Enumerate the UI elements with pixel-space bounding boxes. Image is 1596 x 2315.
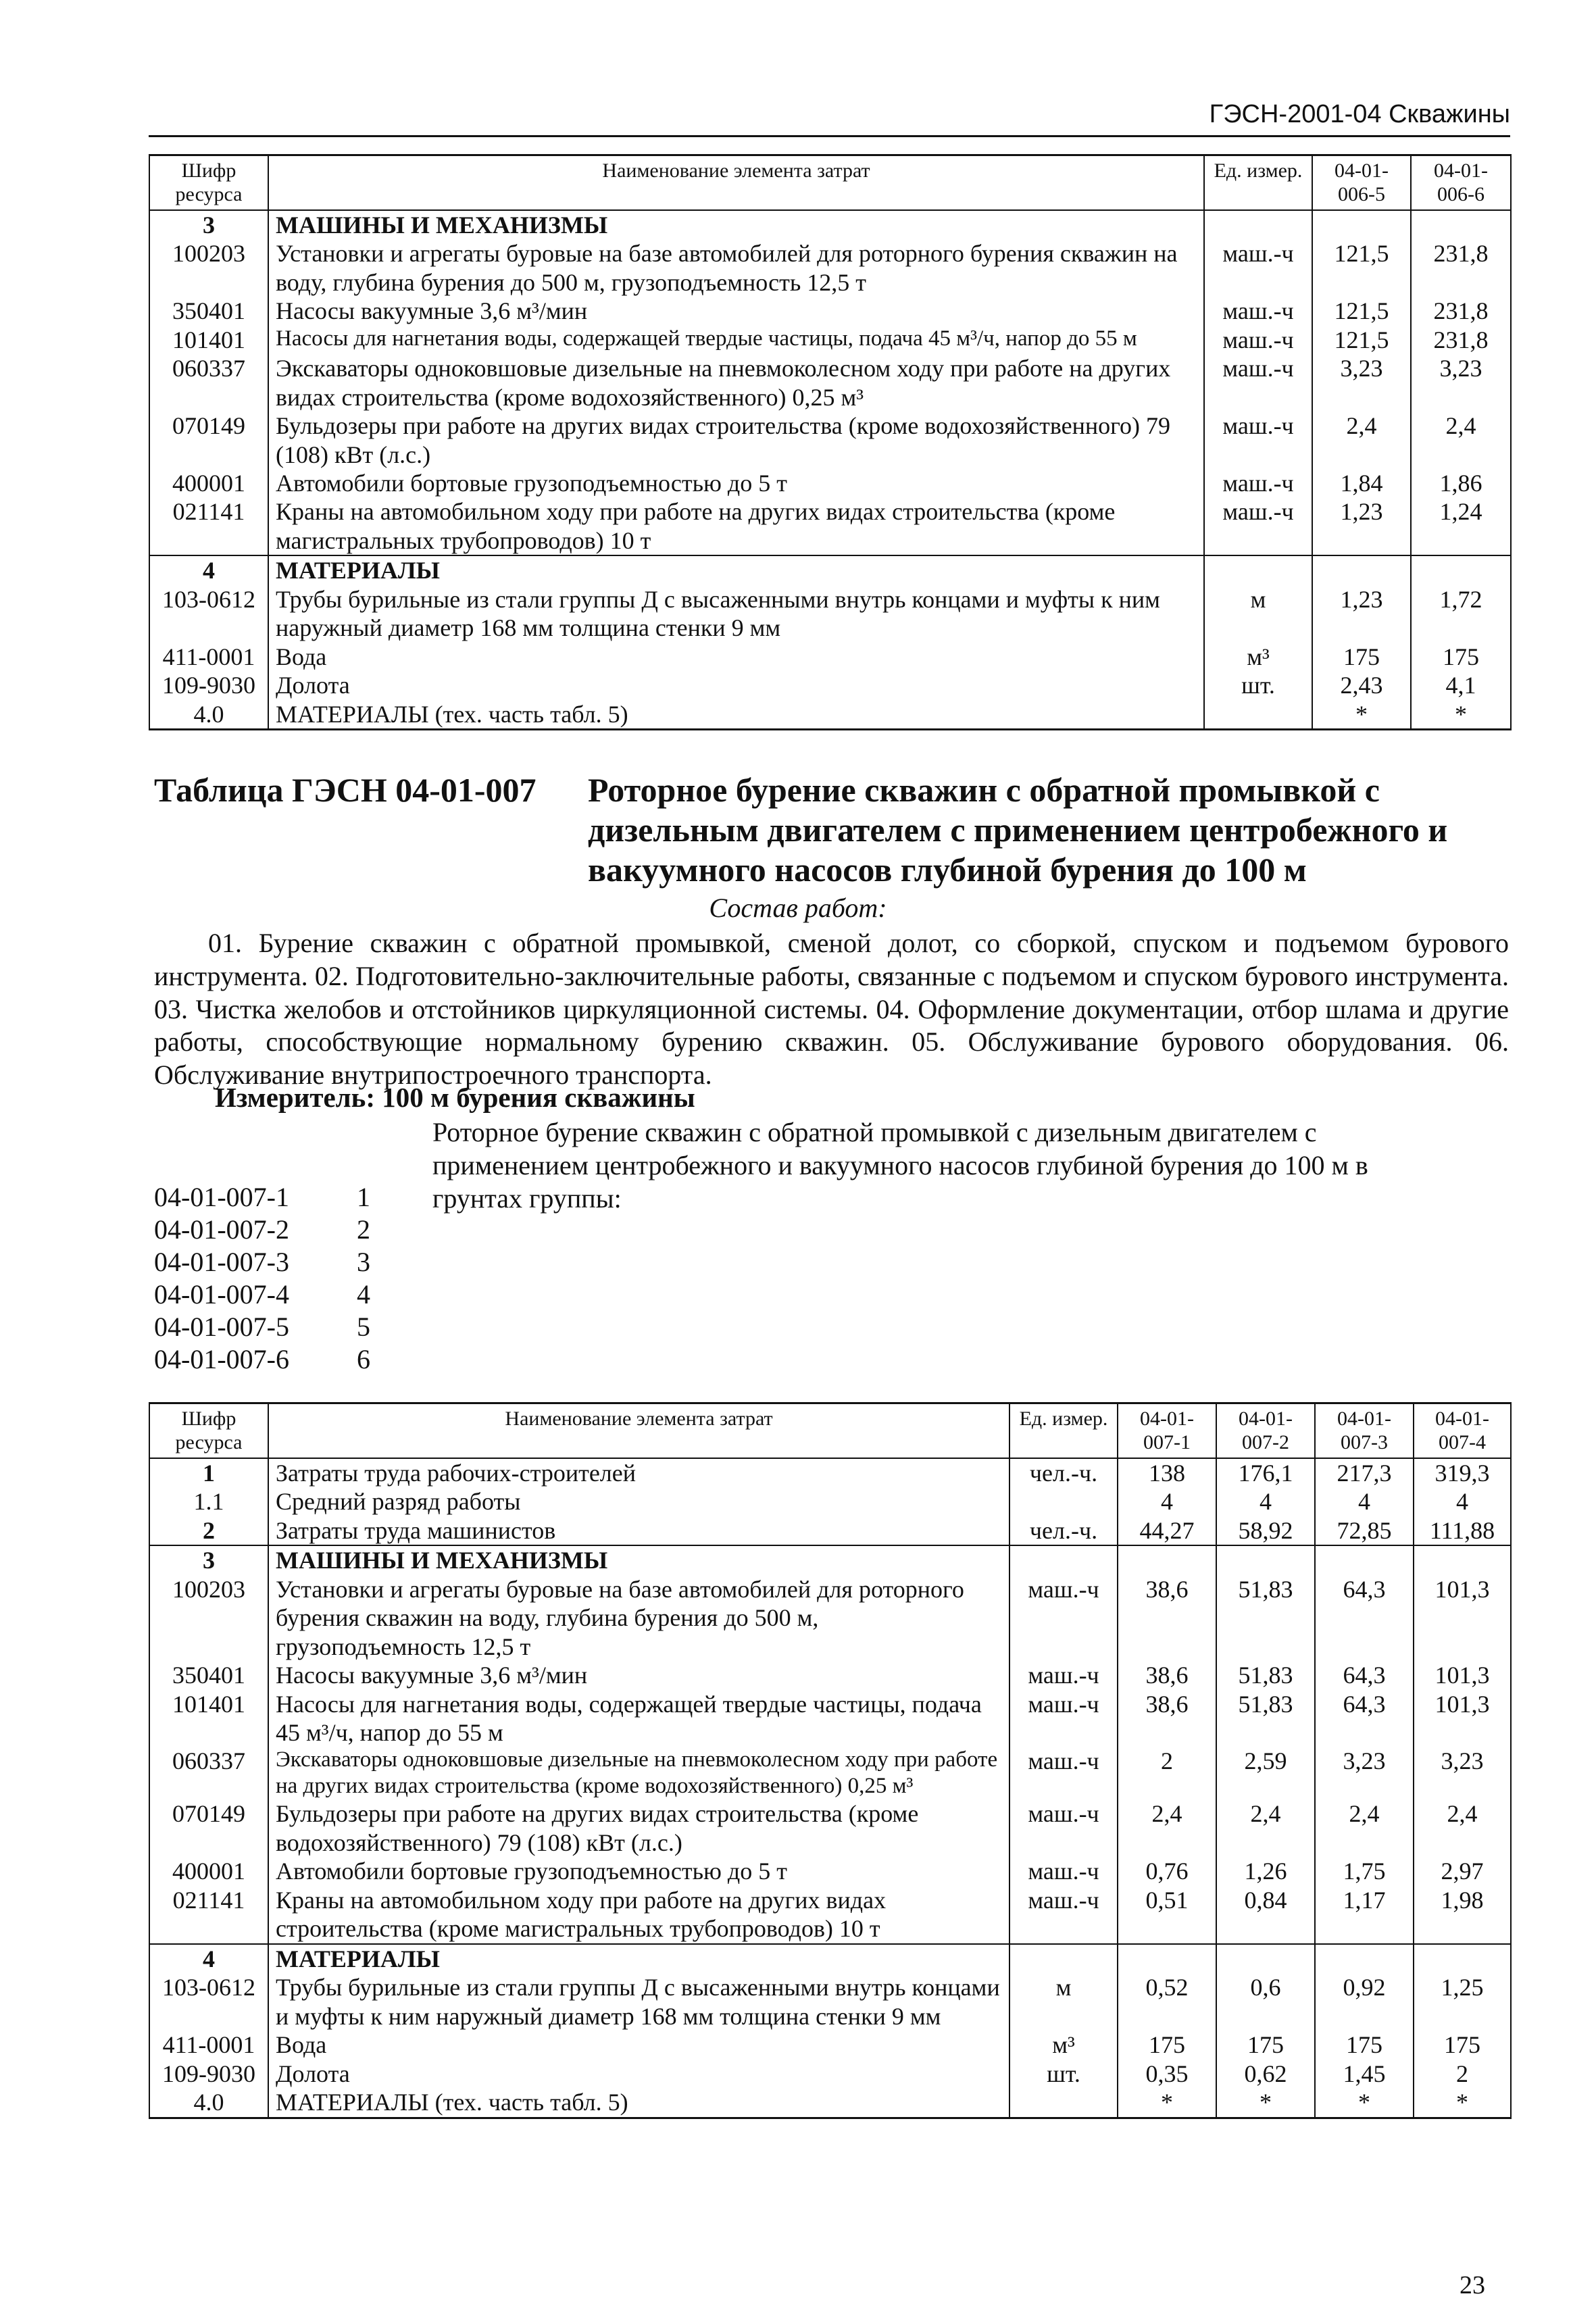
norm-value: 2,97 bbox=[1414, 1857, 1511, 1885]
norm-code: 04-01-007-3 bbox=[154, 1247, 289, 1277]
resource-code: 3 bbox=[149, 1545, 268, 1574]
norm-value: 1,23 bbox=[1312, 585, 1411, 643]
resource-code: 109-9030 bbox=[149, 2060, 268, 2088]
norm-value: 175 bbox=[1414, 2031, 1511, 2059]
norm-value: * bbox=[1118, 2088, 1216, 2118]
norm-value: 0,51 bbox=[1118, 1886, 1216, 1944]
resource-code: 021141 bbox=[149, 497, 268, 555]
resource-unit: маш.-ч bbox=[1009, 1886, 1118, 1944]
norm-value: 4 bbox=[1216, 1487, 1315, 1516]
norm-value: 0,52 bbox=[1118, 1973, 1216, 2031]
table-row bbox=[149, 1516, 1511, 1545]
table-row bbox=[149, 555, 1511, 584]
norm-value bbox=[1411, 555, 1511, 584]
resource-unit: м³ bbox=[1204, 643, 1312, 671]
table-row bbox=[149, 326, 1511, 354]
table-row bbox=[149, 585, 1511, 643]
norm-value: 1,17 bbox=[1315, 1886, 1414, 1944]
resource-name: Краны на автомобильном ходу при работе на других видах строительства (кроме магистральных трубопроводов) 10 т bbox=[268, 497, 1204, 555]
resource-code: 4 bbox=[149, 555, 268, 584]
norm-code: 04-01-007-6 bbox=[154, 1344, 289, 1374]
norm-value: 38,6 bbox=[1118, 1690, 1216, 1747]
soil-group: 5 bbox=[357, 1312, 370, 1342]
list-item bbox=[154, 1181, 370, 1214]
norm-value: 1,98 bbox=[1414, 1886, 1511, 1944]
resource-unit bbox=[1009, 2088, 1118, 2118]
norm-value: 2,4 bbox=[1315, 1799, 1414, 1857]
col-header-norm-2: 04-01-006-6 bbox=[1411, 155, 1511, 210]
col-header-unit: Ед. измер. bbox=[1204, 155, 1312, 210]
norm-value bbox=[1216, 1545, 1315, 1574]
resource-name: МАШИНЫ И МЕХАНИЗМЫ bbox=[268, 1545, 1009, 1574]
norm-value: 2 bbox=[1414, 2060, 1511, 2088]
range-intro: Роторное бурение скважин с обратной промывкой с дизельным двигателем с применением центробежного и вакуумного насосов глубиной бурения до 100 м в грунтах группы: bbox=[432, 1117, 1368, 1214]
col-header-norm-2: 04-01-007-2 bbox=[1216, 1403, 1315, 1458]
norm-value: 217,3 bbox=[1315, 1458, 1414, 1487]
table-row bbox=[149, 1545, 1511, 1574]
norm-value: 121,5 bbox=[1312, 297, 1411, 325]
norm-value: 1,25 bbox=[1414, 1973, 1511, 2031]
norm-value: 1,84 bbox=[1312, 469, 1411, 497]
resource-name: Трубы бурильные из стали группы Д с высаженными внутрь концами и муфты к ним наружный диаметр 168 мм толщина стенки 9 мм bbox=[268, 1973, 1009, 2031]
table-row bbox=[149, 1747, 1511, 1799]
norm-value: 319,3 bbox=[1414, 1458, 1511, 1487]
table-header-row bbox=[149, 1403, 1511, 1458]
resource-name: Установки и агрегаты буровые на базе автомобилей для роторного бурения скважин на воду, глубина бурения до 500 м, грузоподъемность 12,5 т bbox=[268, 239, 1204, 297]
resource-unit: маш.-ч bbox=[1204, 326, 1312, 354]
resource-table-007 bbox=[149, 1402, 1512, 2119]
resource-name: Автомобили бортовые грузоподъемностью до 5 т bbox=[268, 1857, 1009, 1885]
norm-value bbox=[1312, 210, 1411, 239]
resource-name: Средний разряд работы bbox=[268, 1487, 1009, 1516]
resource-code: 060337 bbox=[149, 1747, 268, 1799]
norm-value: 3,23 bbox=[1411, 354, 1511, 412]
resource-table-006 bbox=[149, 154, 1512, 730]
norm-code-list bbox=[154, 1181, 370, 1376]
table-row bbox=[149, 671, 1511, 699]
table-row bbox=[149, 1857, 1511, 1885]
norm-value: 1,24 bbox=[1411, 497, 1511, 555]
composition-heading: Состав работ: bbox=[709, 893, 887, 923]
norm-value bbox=[1411, 210, 1511, 239]
resource-name: Насосы вакуумные 3,6 м³/мин bbox=[268, 297, 1204, 325]
norm-value: 1,75 bbox=[1315, 1857, 1414, 1885]
resource-unit: маш.-ч bbox=[1204, 239, 1312, 297]
table-row bbox=[149, 2031, 1511, 2059]
norm-value: 64,3 bbox=[1315, 1661, 1414, 1689]
norm-value: 1,72 bbox=[1411, 585, 1511, 643]
col-header-code: Шифр ресурса bbox=[149, 1403, 268, 1458]
resource-unit: маш.-ч bbox=[1009, 1575, 1118, 1661]
resource-unit bbox=[1009, 1545, 1118, 1574]
resource-name: Долота bbox=[268, 671, 1204, 699]
table-row bbox=[149, 2088, 1511, 2118]
norm-code: 04-01-007-4 bbox=[154, 1279, 289, 1310]
norm-value: 2 bbox=[1118, 1747, 1216, 1799]
col-header-norm-3: 04-01-007-3 bbox=[1315, 1403, 1414, 1458]
resource-name: Бульдозеры при работе на других видах строительства (кроме водохозяйственного) 79 (108) кВт (л.с.) bbox=[268, 1799, 1009, 1857]
table-row bbox=[149, 1886, 1511, 1944]
table-row bbox=[149, 1799, 1511, 1857]
norm-value: 101,3 bbox=[1414, 1690, 1511, 1747]
col-header-norm-1: 04-01-006-5 bbox=[1312, 155, 1411, 210]
norm-value: 2,4 bbox=[1414, 1799, 1511, 1857]
page-number: 23 bbox=[1460, 2271, 1485, 2299]
norm-value: 2,59 bbox=[1216, 1747, 1315, 1799]
soil-group: 4 bbox=[357, 1279, 370, 1310]
table-row bbox=[149, 297, 1511, 325]
table-row bbox=[149, 412, 1511, 469]
norm-value: 111,88 bbox=[1414, 1516, 1511, 1545]
table-row bbox=[149, 1690, 1511, 1747]
norm-value: 0,76 bbox=[1118, 1857, 1216, 1885]
norm-value bbox=[1312, 555, 1411, 584]
resource-name: МАТЕРИАЛЫ (тех. часть табл. 5) bbox=[268, 2088, 1009, 2118]
norm-value: 1,86 bbox=[1411, 469, 1511, 497]
resource-code: 101401 bbox=[149, 1690, 268, 1747]
norm-code: 04-01-007-5 bbox=[154, 1312, 289, 1342]
norm-value: 176,1 bbox=[1216, 1458, 1315, 1487]
norm-value: 38,6 bbox=[1118, 1575, 1216, 1661]
norm-value: 4 bbox=[1315, 1487, 1414, 1516]
norm-value: 51,83 bbox=[1216, 1690, 1315, 1747]
norm-value: 101,3 bbox=[1414, 1661, 1511, 1689]
composition-text: 01. Бурение скважин с обратной промывкой, сменой долот, со сборкой, спуском и подъемом бурового инструмента. 02. Подготовительно-заключительные работы, связанные с подъемом и спуском бурового инструмента. 03. Чистка желобов и отстойников циркуляционной системы. 04. Оформление документации, отбор шлама и другие работы, способствующие нормальному бурению скважин. 05. Обслуживание бурового оборудования. 06. Обслуживание внутрипостроечного транспорта. bbox=[154, 928, 1509, 1091]
norm-value: 2,4 bbox=[1216, 1799, 1315, 1857]
norm-value: 175 bbox=[1312, 643, 1411, 671]
norm-value: 121,5 bbox=[1312, 326, 1411, 354]
resource-unit: маш.-ч bbox=[1204, 497, 1312, 555]
list-item bbox=[154, 1214, 370, 1246]
norm-value: 38,6 bbox=[1118, 1661, 1216, 1689]
table-row bbox=[149, 1944, 1511, 1973]
resource-code: 100203 bbox=[149, 239, 268, 297]
norm-value: 3,23 bbox=[1414, 1747, 1511, 1799]
norm-value: 121,5 bbox=[1312, 239, 1411, 297]
resource-unit: м bbox=[1204, 585, 1312, 643]
norm-value: * bbox=[1414, 2088, 1511, 2118]
norm-value: 175 bbox=[1411, 643, 1511, 671]
resource-code: 070149 bbox=[149, 1799, 268, 1857]
norm-value: * bbox=[1411, 700, 1511, 730]
norm-value: 0,62 bbox=[1216, 2060, 1315, 2088]
resource-code: 070149 bbox=[149, 412, 268, 469]
resource-code: 103-0612 bbox=[149, 585, 268, 643]
norm-value bbox=[1315, 1545, 1414, 1574]
table-row bbox=[149, 643, 1511, 671]
meter-label: Измеритель: 100 м бурения скважины bbox=[215, 1082, 695, 1113]
resource-name: Бульдозеры при работе на других видах строительства (кроме водохозяйственного) 79 (108) кВт (л.с.) bbox=[268, 412, 1204, 469]
table-row bbox=[149, 239, 1511, 297]
norm-value: 0,35 bbox=[1118, 2060, 1216, 2088]
resource-code: 400001 bbox=[149, 469, 268, 497]
col-header-code: Шифр ресурса bbox=[149, 155, 268, 210]
soil-group: 2 bbox=[357, 1214, 370, 1245]
resource-code: 109-9030 bbox=[149, 671, 268, 699]
norm-value: 2,4 bbox=[1411, 412, 1511, 469]
table-row bbox=[149, 1575, 1511, 1661]
resource-name: Долота bbox=[268, 2060, 1009, 2088]
norm-value: 175 bbox=[1118, 2031, 1216, 2059]
norm-value: 101,3 bbox=[1414, 1575, 1511, 1661]
norm-value: 1,45 bbox=[1315, 2060, 1414, 2088]
resource-unit bbox=[1204, 555, 1312, 584]
resource-name: Вода bbox=[268, 643, 1204, 671]
resource-name: Вода bbox=[268, 2031, 1009, 2059]
resource-unit: маш.-ч bbox=[1009, 1661, 1118, 1689]
resource-name: МАТЕРИАЛЫ bbox=[268, 1944, 1009, 1973]
resource-code: 103-0612 bbox=[149, 1973, 268, 2031]
norm-value: 64,3 bbox=[1315, 1690, 1414, 1747]
resource-code: 1 bbox=[149, 1458, 268, 1487]
table-row bbox=[149, 1487, 1511, 1516]
norm-value: 2,4 bbox=[1312, 412, 1411, 469]
resource-unit: чел.-ч. bbox=[1009, 1458, 1118, 1487]
resource-code: 2 bbox=[149, 1516, 268, 1545]
table-row bbox=[149, 210, 1511, 239]
norm-value: 0,84 bbox=[1216, 1886, 1315, 1944]
resource-code: 060337 bbox=[149, 354, 268, 412]
table-title: Роторное бурение скважин с обратной промывкой с дизельным двигателем с применением центробежного и вакуумного насосов глубиной бурения до 100 м bbox=[588, 771, 1448, 889]
table-row bbox=[149, 1458, 1511, 1487]
table-row bbox=[149, 1973, 1511, 2031]
norm-value: 231,8 bbox=[1411, 326, 1511, 354]
resource-code: 411-0001 bbox=[149, 2031, 268, 2059]
resource-unit: м³ bbox=[1009, 2031, 1118, 2059]
soil-group: 3 bbox=[357, 1247, 370, 1277]
norm-value: 138 bbox=[1118, 1458, 1216, 1487]
resource-unit: маш.-ч bbox=[1204, 469, 1312, 497]
table-header-row bbox=[149, 155, 1511, 210]
resource-name: МАТЕРИАЛЫ (тех. часть табл. 5) bbox=[268, 700, 1204, 730]
resource-code: 350401 bbox=[149, 1661, 268, 1689]
resource-unit: маш.-ч bbox=[1204, 297, 1312, 325]
resource-unit: маш.-ч bbox=[1009, 1690, 1118, 1747]
norm-value bbox=[1118, 1944, 1216, 1973]
norm-value: 4,1 bbox=[1411, 671, 1511, 699]
resource-code: 411-0001 bbox=[149, 643, 268, 671]
resource-name: Экскаваторы одноковшовые дизельные на пневмоколесном ходу при работе на других видах строительства (кроме водохозяйственного) 0,25 м³ bbox=[268, 1747, 1009, 1799]
resource-unit: маш.-ч bbox=[1204, 354, 1312, 412]
list-item bbox=[154, 1278, 370, 1311]
norm-value: 0,92 bbox=[1315, 1973, 1414, 2031]
table-row bbox=[149, 469, 1511, 497]
resource-code: 400001 bbox=[149, 1857, 268, 1885]
resource-name: МАШИНЫ И МЕХАНИЗМЫ bbox=[268, 210, 1204, 239]
col-header-norm-1: 04-01-007-1 bbox=[1118, 1403, 1216, 1458]
resource-unit: маш.-ч bbox=[1009, 1857, 1118, 1885]
resource-code: 3 bbox=[149, 210, 268, 239]
table-row bbox=[149, 2060, 1511, 2088]
resource-code: 021141 bbox=[149, 1886, 268, 1944]
resource-name: Насосы для нагнетания воды, содержащей твердые частицы, подача 45 м³/ч, напор до 55 м bbox=[268, 1690, 1009, 1747]
table-row bbox=[149, 497, 1511, 555]
norm-value: 64,3 bbox=[1315, 1575, 1414, 1661]
resource-unit bbox=[1009, 1487, 1118, 1516]
norm-value: 51,83 bbox=[1216, 1661, 1315, 1689]
list-item bbox=[154, 1246, 370, 1278]
norm-value bbox=[1414, 1944, 1511, 1973]
resource-code: 100203 bbox=[149, 1575, 268, 1661]
norm-value: 3,23 bbox=[1312, 354, 1411, 412]
resource-code: 4 bbox=[149, 1944, 268, 1973]
col-header-norm-4: 04-01-007-4 bbox=[1414, 1403, 1511, 1458]
norm-value: 1,26 bbox=[1216, 1857, 1315, 1885]
resource-name: Затраты труда рабочих-строителей bbox=[268, 1458, 1009, 1487]
resource-code: 4.0 bbox=[149, 2088, 268, 2118]
resource-code: 1.1 bbox=[149, 1487, 268, 1516]
norm-value: 3,23 bbox=[1315, 1747, 1414, 1799]
norm-value: 4 bbox=[1414, 1487, 1511, 1516]
resource-name: Краны на автомобильном ходу при работе на других видах строительства (кроме магистральных трубопроводов) 10 т bbox=[268, 1886, 1009, 1944]
resource-code: 4.0 bbox=[149, 700, 268, 730]
norm-value: 2,43 bbox=[1312, 671, 1411, 699]
resource-unit bbox=[1204, 210, 1312, 239]
norm-value bbox=[1118, 1545, 1216, 1574]
norm-value: * bbox=[1216, 2088, 1315, 2118]
norm-value bbox=[1216, 1944, 1315, 1973]
resource-code: 350401 bbox=[149, 297, 268, 325]
resource-unit: м bbox=[1009, 1973, 1118, 2031]
norm-value: 72,85 bbox=[1315, 1516, 1414, 1545]
norm-code: 04-01-007-1 bbox=[154, 1182, 289, 1212]
resource-name: Автомобили бортовые грузоподъемностью до 5 т bbox=[268, 469, 1204, 497]
resource-unit bbox=[1009, 1944, 1118, 1973]
header-rule bbox=[149, 135, 1510, 137]
resource-unit: шт. bbox=[1009, 2060, 1118, 2088]
norm-value: 4 bbox=[1118, 1487, 1216, 1516]
soil-group: 1 bbox=[357, 1182, 370, 1212]
norm-code: 04-01-007-2 bbox=[154, 1214, 289, 1245]
resource-unit: маш.-ч bbox=[1009, 1747, 1118, 1799]
resource-name: Установки и агрегаты буровые на базе автомобилей для роторного бурения скважин на воду, глубина бурения до 500 м, грузоподъемность 12,5 т bbox=[268, 1575, 1009, 1661]
resource-unit: маш.-ч bbox=[1204, 412, 1312, 469]
resource-code: 101401 bbox=[149, 326, 268, 354]
col-header-unit: Ед. измер. bbox=[1009, 1403, 1118, 1458]
running-header: ГЭСН-2001-04 Скважины bbox=[1209, 100, 1510, 128]
list-item bbox=[154, 1311, 370, 1343]
norm-value: 0,6 bbox=[1216, 1973, 1315, 2031]
norm-value bbox=[1414, 1545, 1511, 1574]
col-header-name: Наименование элемента затрат bbox=[268, 1403, 1009, 1458]
norm-value: 231,8 bbox=[1411, 239, 1511, 297]
resource-unit: шт. bbox=[1204, 671, 1312, 699]
resource-name: Экскаваторы одноковшовые дизельные на пневмоколесном ходу при работе на других видах строительства (кроме водохозяйственного) 0,25 м³ bbox=[268, 354, 1204, 412]
norm-value: 58,92 bbox=[1216, 1516, 1315, 1545]
col-header-name: Наименование элемента затрат bbox=[268, 155, 1204, 210]
table-row bbox=[149, 1661, 1511, 1689]
resource-name: Насосы вакуумные 3,6 м³/мин bbox=[268, 1661, 1009, 1689]
list-item bbox=[154, 1343, 370, 1376]
norm-value: 44,27 bbox=[1118, 1516, 1216, 1545]
resource-name: Затраты труда машинистов bbox=[268, 1516, 1009, 1545]
resource-unit bbox=[1204, 700, 1312, 730]
table-label: Таблица ГЭСН 04-01-007 bbox=[154, 771, 537, 809]
table-row bbox=[149, 700, 1511, 730]
resource-unit: маш.-ч bbox=[1009, 1799, 1118, 1857]
resource-name: МАТЕРИАЛЫ bbox=[268, 555, 1204, 584]
norm-value bbox=[1315, 1944, 1414, 1973]
norm-value: 1,23 bbox=[1312, 497, 1411, 555]
resource-name: Насосы для нагнетания воды, содержащей твердые частицы, подача 45 м³/ч, напор до 55 м bbox=[268, 326, 1204, 354]
table-row bbox=[149, 354, 1511, 412]
resource-name: Трубы бурильные из стали группы Д с высаженными внутрь концами и муфты к ним наружный диаметр 168 мм толщина стенки 9 мм bbox=[268, 585, 1204, 643]
norm-value: * bbox=[1315, 2088, 1414, 2118]
resource-unit: чел.-ч. bbox=[1009, 1516, 1118, 1545]
norm-value: 175 bbox=[1216, 2031, 1315, 2059]
norm-value: 2,4 bbox=[1118, 1799, 1216, 1857]
norm-value: * bbox=[1312, 700, 1411, 730]
soil-group: 6 bbox=[357, 1344, 370, 1374]
norm-value: 51,83 bbox=[1216, 1575, 1315, 1661]
norm-value: 175 bbox=[1315, 2031, 1414, 2059]
norm-value: 231,8 bbox=[1411, 297, 1511, 325]
